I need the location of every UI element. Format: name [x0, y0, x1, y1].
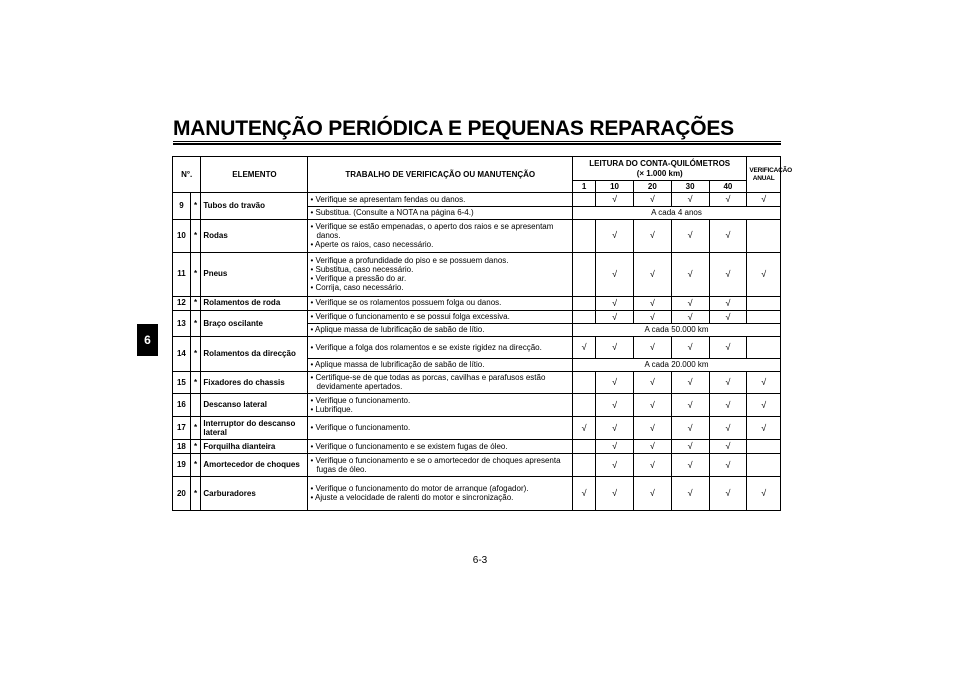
table-row	[173, 296, 781, 310]
item-star: *	[190, 193, 201, 219]
check-cell: √	[596, 439, 634, 453]
check-cell: √	[671, 310, 709, 323]
check-cell	[747, 219, 781, 252]
item-task	[308, 393, 573, 416]
maintenance-table	[172, 156, 792, 511]
check-cell: √	[633, 219, 671, 252]
check-cell: √	[596, 416, 634, 439]
item-star: *	[190, 296, 201, 310]
item-star: *	[190, 219, 201, 252]
check-cell	[747, 310, 781, 323]
check-cell	[747, 296, 781, 310]
table-row	[173, 393, 781, 416]
check-cell: √	[709, 453, 747, 476]
task-line: • Aplique massa de lubrificação de sabão de lítio.	[310, 360, 485, 370]
header-odometer-line2: (× 1.000 km)	[636, 168, 683, 178]
table-row	[173, 310, 781, 323]
check-cell: √	[671, 453, 709, 476]
item-number: 14	[173, 336, 191, 371]
item-task	[308, 416, 573, 439]
check-cell: √	[596, 219, 634, 252]
check-cell: √	[633, 416, 671, 439]
item-task	[308, 219, 573, 252]
check-cell: √	[596, 296, 634, 310]
check-cell: √	[596, 336, 634, 358]
item-element: Fixadores do chassis	[201, 371, 308, 393]
item-star: *	[190, 416, 201, 439]
item-element: Descanso lateral	[201, 393, 308, 416]
item-number: 17	[173, 416, 191, 439]
header-col-10: 10	[596, 181, 634, 193]
item-task	[308, 193, 573, 206]
task-line: • Verifique o funcionamento e se possui folga excessiva.	[310, 312, 510, 322]
table-row	[173, 219, 781, 252]
check-cell	[573, 219, 596, 252]
item-task	[308, 336, 573, 358]
check-cell: √	[633, 252, 671, 296]
item-element: Braço oscilante	[201, 310, 308, 336]
check-cell: √	[671, 296, 709, 310]
check-cell: √	[633, 371, 671, 393]
item-element: Rolamentos da direcção	[201, 336, 308, 371]
header-annual-line2: ANUAL	[752, 174, 775, 182]
header-annual-line1: VERIFICAÇÃO	[749, 167, 792, 175]
check-cell: √	[671, 336, 709, 358]
task-line: • Aperte os raios, caso necessário.	[310, 240, 434, 250]
table-row	[173, 416, 781, 439]
page-title: MANUTENÇÃO PERIÓDICA E PEQUENAS REPARAÇÕES	[173, 117, 734, 140]
header-odometer	[573, 157, 747, 181]
interval-note: A cada 4 anos	[573, 206, 781, 219]
item-number: 18	[173, 439, 191, 453]
check-cell: √	[596, 193, 634, 206]
item-element: Rodas	[201, 219, 308, 252]
header-col-20: 20	[633, 181, 671, 193]
header-col-40: 40	[709, 181, 747, 193]
item-star: *	[190, 336, 201, 371]
item-element: Interruptor do descanso lateral	[201, 416, 308, 439]
check-cell: √	[709, 439, 747, 453]
task-line: • Corrija, caso necessário.	[310, 283, 404, 293]
item-star: *	[190, 371, 201, 393]
check-cell: √	[747, 193, 781, 206]
item-task	[308, 252, 573, 296]
header-element: ELEMENTO	[201, 157, 308, 193]
task-line: • Certifique-se de que todas as porcas, cavilhas e parafusos estão devidamente apertados.	[310, 373, 546, 392]
table-header-row	[173, 157, 781, 181]
item-number: 16	[173, 393, 191, 416]
item-star: *	[190, 310, 201, 336]
table-row	[173, 476, 781, 510]
item-number: 10	[173, 219, 191, 252]
check-cell: √	[709, 371, 747, 393]
item-number: 20	[173, 476, 191, 510]
check-cell: √	[671, 193, 709, 206]
check-cell: √	[709, 393, 747, 416]
task-line: • Verifique se os rolamentos possuem folga ou danos.	[310, 298, 502, 308]
table-row	[173, 193, 781, 206]
check-cell	[747, 453, 781, 476]
check-cell: √	[633, 296, 671, 310]
item-task	[308, 453, 573, 476]
item-element: Tubos do travão	[201, 193, 308, 219]
item-element: Pneus	[201, 252, 308, 296]
check-cell: √	[747, 252, 781, 296]
check-cell	[573, 310, 596, 323]
table-row	[173, 371, 781, 393]
check-cell: √	[596, 252, 634, 296]
item-task	[308, 310, 573, 323]
task-line: • Substitua, caso necessário.	[310, 264, 414, 274]
item-element: Amortecedor de choques	[201, 453, 308, 476]
check-cell: √	[633, 193, 671, 206]
check-cell: √	[596, 371, 634, 393]
item-number: 11	[173, 252, 191, 296]
item-task	[308, 439, 573, 453]
task-line: • Verifique o funcionamento e se existem fugas de óleo.	[310, 441, 508, 451]
check-cell: √	[573, 336, 596, 358]
check-cell	[747, 336, 781, 358]
chapter-tab: 6	[137, 324, 158, 356]
item-star: *	[190, 476, 201, 510]
header-odometer-line1: LEITURA DO CONTA-QUILÓMETROS	[589, 159, 731, 169]
check-cell: √	[633, 453, 671, 476]
task-line: • Substitua. (Consulte a NOTA na página 6-4.)	[310, 207, 474, 217]
task-line: • Verifique o funcionamento e se o amortecedor de choques apresenta fugas de óleo.	[310, 455, 561, 474]
check-cell: √	[671, 416, 709, 439]
item-task	[308, 323, 573, 336]
check-cell: √	[671, 371, 709, 393]
header-annual	[747, 157, 792, 193]
interval-note: A cada 20.000 km	[573, 358, 781, 371]
interval-note: A cada 50.000 km	[573, 323, 781, 336]
item-task	[308, 476, 573, 510]
check-cell	[747, 439, 781, 453]
task-line: • Verifique a profundidade do piso e se possuem danos.	[310, 255, 509, 265]
task-line: • Verifique o funcionamento do motor de arranque (afogador).	[310, 484, 529, 494]
task-line: • Verifique se estão empenadas, o aperto dos raios e se apresentam danos.	[310, 221, 554, 240]
item-star: *	[190, 252, 201, 296]
check-cell: √	[709, 476, 747, 510]
task-line: • Verifique a pressão do ar.	[310, 274, 407, 284]
check-cell: √	[633, 439, 671, 453]
item-star: *	[190, 439, 201, 453]
check-cell: √	[573, 416, 596, 439]
check-cell: √	[709, 310, 747, 323]
item-task	[308, 296, 573, 310]
check-cell: √	[747, 371, 781, 393]
table-row	[173, 453, 781, 476]
header-work: TRABALHO DE VERIFICAÇÃO OU MANUTENÇÃO	[308, 157, 573, 193]
check-cell: √	[709, 219, 747, 252]
item-number: 9	[173, 193, 191, 219]
header-col-1: 1	[573, 181, 596, 193]
check-cell: √	[633, 393, 671, 416]
check-cell: √	[709, 252, 747, 296]
task-line: • Verifique o funcionamento.	[310, 395, 411, 405]
check-cell: √	[709, 416, 747, 439]
task-line: • Verifique o funcionamento.	[310, 423, 411, 433]
task-line: • Ajuste a velocidade de ralenti do motor e sincronização.	[310, 493, 514, 503]
check-cell: √	[671, 476, 709, 510]
item-number: 12	[173, 296, 191, 310]
check-cell: √	[596, 476, 634, 510]
item-task	[308, 206, 573, 219]
item-number: 19	[173, 453, 191, 476]
check-cell: √	[747, 393, 781, 416]
item-star	[190, 393, 201, 416]
check-cell	[573, 296, 596, 310]
table-row	[173, 439, 781, 453]
check-cell: √	[596, 453, 634, 476]
check-cell: √	[671, 252, 709, 296]
check-cell: √	[747, 476, 781, 510]
item-task	[308, 371, 573, 393]
check-cell	[573, 193, 596, 206]
check-cell	[573, 453, 596, 476]
check-cell: √	[596, 310, 634, 323]
check-cell: √	[633, 336, 671, 358]
item-element: Rolamentos de roda	[201, 296, 308, 310]
check-cell: √	[633, 476, 671, 510]
check-cell	[573, 439, 596, 453]
task-line: • Lubrifique.	[310, 404, 353, 414]
check-cell	[573, 252, 596, 296]
title-rule	[173, 141, 781, 145]
check-cell: √	[596, 393, 634, 416]
check-cell	[573, 371, 596, 393]
item-element: Forquilha dianteira	[201, 439, 308, 453]
task-line: • Verifique se apresentam fendas ou danos.	[310, 194, 466, 204]
check-cell: √	[709, 296, 747, 310]
check-cell: √	[709, 193, 747, 206]
check-cell: √	[633, 310, 671, 323]
item-task	[308, 358, 573, 371]
table-row	[173, 252, 781, 296]
check-cell: √	[671, 219, 709, 252]
check-cell: √	[671, 393, 709, 416]
check-cell: √	[747, 416, 781, 439]
check-cell: √	[709, 336, 747, 358]
check-cell: √	[573, 476, 596, 510]
item-element: Carburadores	[201, 476, 308, 510]
task-line: • Verifique a folga dos rolamentos e se existe rigidez na direcção.	[310, 342, 542, 352]
header-col-30: 30	[671, 181, 709, 193]
table-row	[173, 336, 781, 358]
check-cell: √	[671, 439, 709, 453]
header-no: N°.	[173, 157, 201, 193]
item-number: 15	[173, 371, 191, 393]
task-line: • Aplique massa de lubrificação de sabão de lítio.	[310, 325, 485, 335]
item-number: 13	[173, 310, 191, 336]
item-star: *	[190, 453, 201, 476]
page-number: 6-3	[472, 555, 488, 566]
check-cell	[573, 393, 596, 416]
